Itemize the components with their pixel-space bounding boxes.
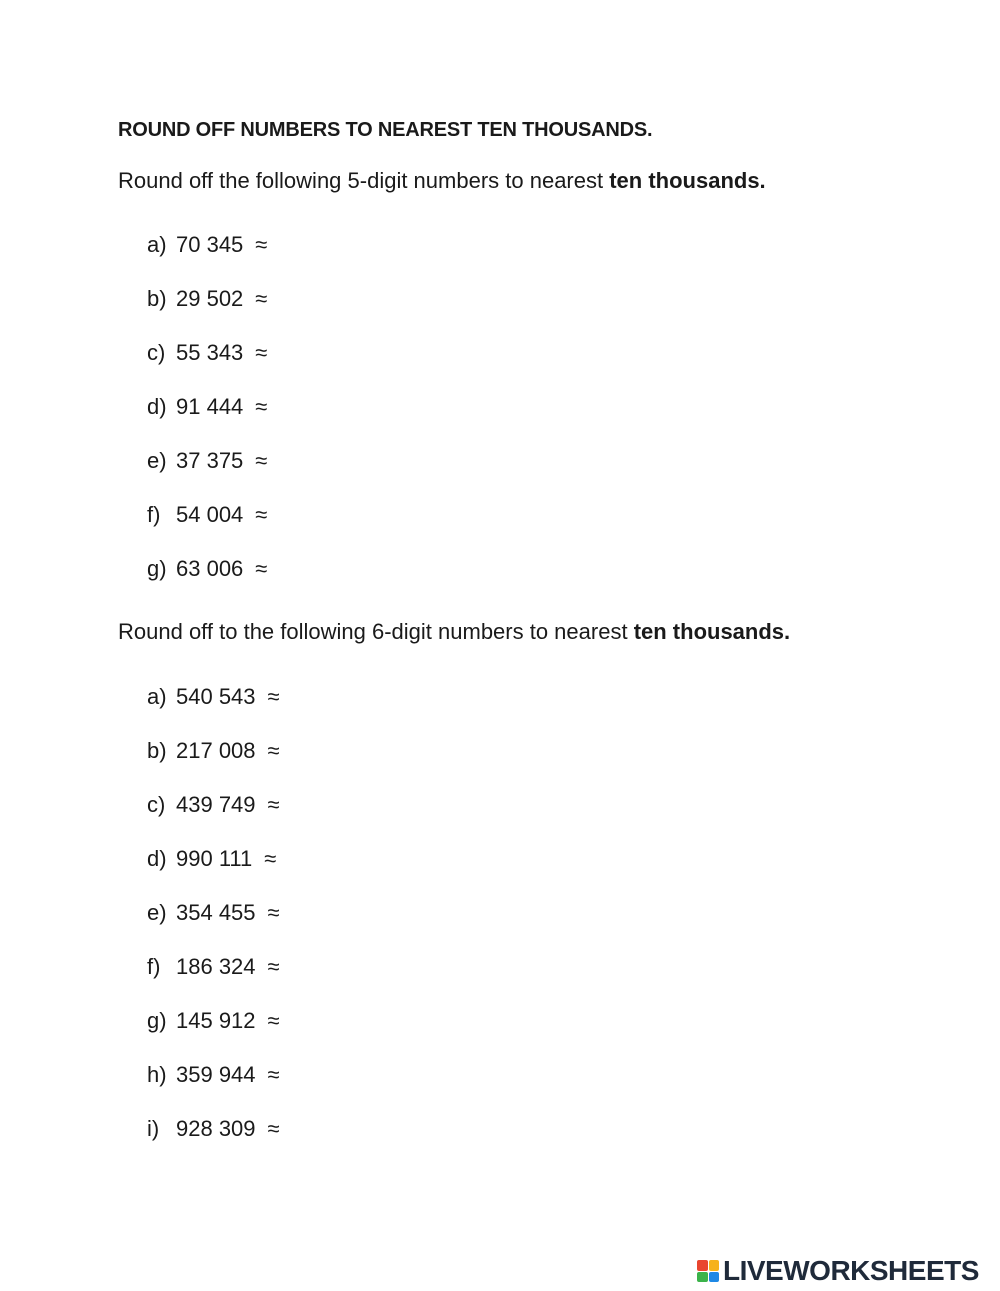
question-number: 63 006 — [176, 556, 244, 581]
question-label: f) — [147, 954, 161, 979]
question-label: f) — [147, 502, 161, 527]
question-number: 990 111 — [176, 846, 253, 871]
question-label: h) — [147, 1062, 167, 1087]
approx-symbol: ≈ — [267, 684, 280, 709]
answer-field[interactable] — [277, 502, 427, 528]
approx-symbol: ≈ — [255, 394, 268, 419]
question-number: 91 444 — [176, 394, 244, 419]
approx-symbol: ≈ — [255, 448, 268, 473]
question-label: e) — [147, 448, 167, 473]
answer-field[interactable] — [277, 448, 427, 474]
approx-symbol: ≈ — [267, 1008, 280, 1033]
question-label: c) — [147, 792, 166, 817]
question-number: 55 343 — [176, 340, 244, 365]
question-number: 928 309 — [176, 1116, 256, 1141]
question-number: 70 345 — [176, 232, 244, 257]
question-item — [147, 683, 440, 711]
question-number: 540 543 — [176, 684, 256, 709]
answer-field[interactable] — [286, 846, 436, 872]
question-label: a) — [147, 684, 167, 709]
question-item — [147, 447, 427, 475]
approx-symbol: ≈ — [255, 232, 268, 257]
approx-symbol: ≈ — [255, 286, 268, 311]
question-item — [147, 501, 427, 529]
answer-field[interactable] — [277, 340, 427, 366]
question-label: a) — [147, 232, 167, 257]
question-item — [147, 555, 427, 583]
question-item — [147, 899, 440, 927]
question-item — [147, 1007, 440, 1035]
section2-instruction-bold: ten thousands. — [633, 619, 791, 644]
logo-blocks-icon — [697, 1260, 719, 1282]
approx-symbol: ≈ — [255, 556, 268, 581]
question-number: 37 375 — [176, 448, 244, 473]
worksheet-title: ROUND OFF NUMBERS TO NEAREST TEN THOUSANDS. — [118, 119, 653, 141]
section2-instruction-text: Round off to the following 6-digit numbers to nearest — [118, 619, 634, 644]
question-label: d) — [147, 394, 167, 419]
logo-text: LIVEWORKSHEETS — [723, 1255, 979, 1286]
question-label: b) — [147, 286, 167, 311]
liveworksheets-logo — [697, 1256, 979, 1286]
logo-block — [697, 1260, 708, 1271]
answer-field[interactable] — [290, 792, 440, 818]
answer-field[interactable] — [277, 232, 427, 258]
logo-block — [709, 1260, 720, 1271]
answer-field[interactable] — [290, 1008, 440, 1034]
answer-field[interactable] — [290, 684, 440, 710]
question-item — [147, 1115, 440, 1143]
answer-field[interactable] — [290, 738, 440, 764]
question-label: c) — [147, 340, 166, 365]
question-label: i) — [147, 1116, 160, 1141]
section1-instruction-bold: ten thousands. — [609, 168, 766, 193]
answer-field[interactable] — [277, 556, 427, 582]
approx-symbol: ≈ — [267, 1062, 280, 1087]
question-number: 145 912 — [176, 1008, 256, 1033]
question-label: e) — [147, 900, 167, 925]
question-number: 439 749 — [176, 792, 256, 817]
question-item — [147, 231, 427, 259]
question-item — [147, 285, 427, 313]
answer-field[interactable] — [277, 394, 427, 420]
question-item — [147, 953, 440, 981]
approx-symbol: ≈ — [255, 340, 268, 365]
answer-field[interactable] — [290, 1116, 440, 1142]
question-label: g) — [147, 556, 167, 581]
approx-symbol: ≈ — [267, 792, 280, 817]
approx-symbol: ≈ — [267, 1116, 280, 1141]
approx-symbol: ≈ — [267, 900, 280, 925]
question-number: 54 004 — [176, 502, 244, 527]
logo-block — [697, 1272, 708, 1283]
question-item — [147, 339, 427, 367]
question-item — [147, 393, 427, 421]
question-label: d) — [147, 846, 167, 871]
question-number: 359 944 — [176, 1062, 256, 1087]
approx-symbol: ≈ — [255, 502, 268, 527]
question-label: b) — [147, 738, 167, 763]
answer-field[interactable] — [290, 954, 440, 980]
question-number: 354 455 — [176, 900, 256, 925]
answer-field[interactable] — [290, 900, 440, 926]
answer-field[interactable] — [290, 1062, 440, 1088]
question-number: 186 324 — [176, 954, 256, 979]
question-item — [147, 737, 440, 765]
question-label: g) — [147, 1008, 167, 1033]
section1-instruction — [118, 168, 766, 194]
section2-instruction — [118, 619, 790, 645]
question-item — [147, 791, 440, 819]
section1-instruction-text: Round off the following 5-digit numbers to nearest — [118, 168, 610, 193]
question-item — [147, 845, 436, 873]
approx-symbol: ≈ — [267, 738, 280, 763]
approx-symbol: ≈ — [267, 954, 280, 979]
question-item — [147, 1061, 440, 1089]
question-number: 217 008 — [176, 738, 256, 763]
answer-field[interactable] — [277, 286, 427, 312]
question-number: 29 502 — [176, 286, 244, 311]
logo-block — [709, 1272, 720, 1283]
approx-symbol: ≈ — [264, 846, 277, 871]
